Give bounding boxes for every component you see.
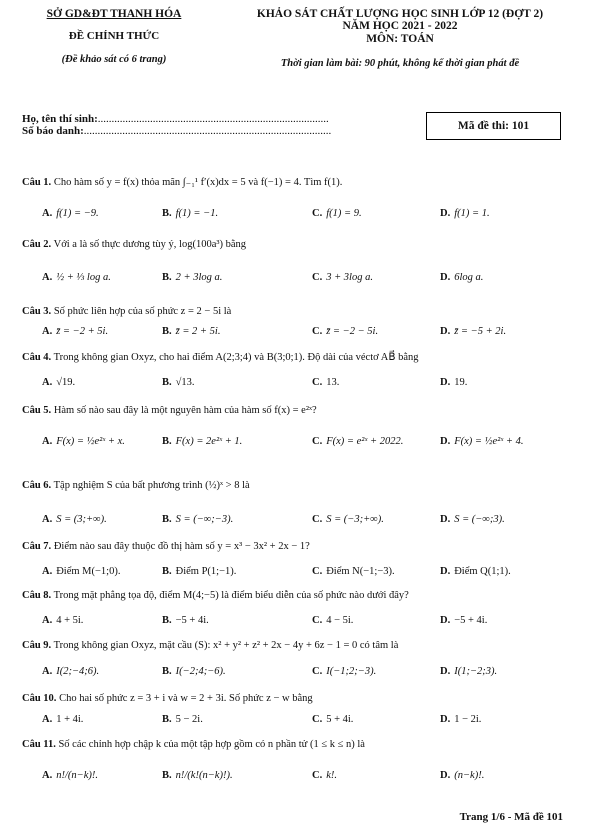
- q10-option-a[interactable]: A. 1 + 4i.: [42, 714, 84, 725]
- question-7: Câu 7. Điểm nào sau đây thuộc đồ thị hàm số y = x³ − 3x² + 2x − 1?: [22, 541, 310, 552]
- q8-option-a[interactable]: A. 4 + 5i.: [42, 615, 84, 626]
- q4-option-b[interactable]: B. √13.: [162, 377, 195, 388]
- q3-option-a[interactable]: A. z̄ = −2 + 5i.: [42, 326, 109, 337]
- q5-option-a[interactable]: A. F(x) = ½e²ˣ + x.: [42, 436, 125, 447]
- q4-option-a[interactable]: A. √19.: [42, 377, 76, 388]
- q11-option-b[interactable]: B. n!/(k!(n−k)!).: [162, 770, 233, 781]
- q10-option-b[interactable]: B. 5 − 2i.: [162, 714, 203, 725]
- q11-option-c[interactable]: C. k!.: [312, 770, 338, 781]
- q9-option-b[interactable]: B. I(−2;4;−6).: [162, 666, 226, 677]
- question-11: Câu 11. Số các chỉnh hợp chập k của một tập hợp gồm có n phần tử (1 ≤ k ≤ n) là: [22, 739, 365, 750]
- question-10: Câu 10. Cho hai số phức z = 3 + i và w = 2 + 3i. Số phức z − w bằng: [22, 693, 313, 704]
- q10-option-d[interactable]: D. 1 − 2i.: [440, 714, 482, 725]
- question-label: Câu 1.: [22, 177, 52, 188]
- q6-option-a[interactable]: A. S = (3;+∞).: [42, 514, 107, 525]
- q2-option-c[interactable]: C. 3 + 3log a.: [312, 272, 373, 283]
- q8-option-d[interactable]: D. −5 + 4i.: [440, 615, 488, 626]
- exam-code-box: [426, 112, 561, 140]
- q7-option-a[interactable]: A. Điểm M(−1;0).: [42, 566, 121, 577]
- q3-option-b[interactable]: B. z̄ = 2 + 5i.: [162, 326, 221, 337]
- q10-option-c[interactable]: C. 5 + 4i.: [312, 714, 354, 725]
- q8-option-b[interactable]: B. −5 + 4i.: [162, 615, 209, 626]
- school-year: NĂM HỌC 2021 - 2022: [342, 20, 458, 32]
- q4-option-d[interactable]: D. 19.: [440, 377, 468, 388]
- q1-option-d[interactable]: D. f(1) = 1.: [440, 208, 490, 219]
- question-3: Câu 3. Số phức liên hợp của số phức z = 2 − 5i là: [22, 306, 232, 317]
- header-right: [215, 8, 585, 69]
- q2-option-d[interactable]: D. 6log a.: [440, 272, 484, 283]
- q3-option-c[interactable]: C. z̄ = −2 − 5i.: [312, 326, 379, 337]
- q1-option-a[interactable]: A. f(1) = −9.: [42, 208, 99, 219]
- question-1: [22, 176, 342, 188]
- question-8: Câu 8. Trong mặt phẳng tọa độ, điểm M(4;−5) là điểm biểu diễn của số phức nào dưới đây?: [22, 590, 409, 601]
- pages-note: (Đề khảo sát có 6 trang): [61, 54, 167, 65]
- department-name: SỞ GD&ĐT THANH HÓA: [46, 8, 182, 20]
- question-9: Câu 9. Trong không gian Oxyz, mặt cầu (S): x² + y² + z² + 2x − 4y + 6z − 1 = 0 có tâm là: [22, 640, 399, 651]
- question-4: Câu 4. Trong không gian Oxyz, cho hai điểm A(2;3;4) và B(3;0;1). Độ dài của véctơ AB⃗ bằng: [22, 352, 419, 363]
- q7-option-c[interactable]: C. Điểm N(−1;−3).: [312, 566, 395, 577]
- time-note: Thời gian làm bài: 90 phút, không kể thời gian phát đề: [280, 58, 520, 69]
- question-2: Câu 2. Với a là số thực dương tùy ý, log(100a³) bằng: [22, 239, 247, 250]
- question-text: Cho hàm số y = f(x) thỏa mãn ∫₋₁¹ f′(x)dx = 5 và f(−1) = 4. Tìm f(1).: [53, 177, 343, 188]
- q1-option-b[interactable]: B. f(1) = −1.: [162, 208, 219, 219]
- q7-option-d[interactable]: D. Điểm Q(1;1).: [440, 566, 511, 577]
- exam-code: Mã đề thi: 101: [457, 120, 530, 132]
- q5-option-b[interactable]: B. F(x) = 2e²ˣ + 1.: [162, 436, 243, 447]
- question-6: Câu 6. Tập nghiệm S của bất phương trình (½)ˣ > 8 là: [22, 480, 250, 491]
- header-left: [14, 8, 214, 65]
- page-footer: Trang 1/6 - Mã đề 101: [459, 811, 563, 823]
- exam-title: KHẢO SÁT CHẤT LƯỢNG HỌC SINH LỚP 12 (ĐỢT 2): [256, 8, 544, 20]
- q6-option-c[interactable]: C. S = (−3;+∞).: [312, 514, 384, 525]
- official-label: ĐỀ CHÍNH THỨC: [68, 30, 160, 42]
- q2-option-a[interactable]: A. ½ + ⅓ log a.: [42, 272, 111, 283]
- q5-option-d[interactable]: D. F(x) = ½e²ˣ + 4.: [440, 436, 524, 447]
- candidate-info: [22, 113, 331, 137]
- q9-option-c[interactable]: C. I(−1;2;−3).: [312, 666, 377, 677]
- q1-option-c[interactable]: C. f(1) = 9.: [312, 208, 362, 219]
- q7-option-b[interactable]: B. Điểm P(1;−1).: [162, 566, 237, 577]
- q4-option-c[interactable]: C. 13.: [312, 377, 340, 388]
- subject: MÔN: TOÁN: [366, 33, 434, 45]
- candidate-id-label: Số báo danh:: [22, 125, 84, 137]
- q2-option-b[interactable]: B. 2 + 3log a.: [162, 272, 223, 283]
- q3-option-d[interactable]: D. z̄ = −5 + 2i.: [440, 326, 507, 337]
- candidate-name-field[interactable]: ....................................................................................: [97, 113, 329, 125]
- q5-option-c[interactable]: C. F(x) = e²ˣ + 2022.: [312, 436, 404, 447]
- q9-option-d[interactable]: D. I(1;−2;3).: [440, 666, 498, 677]
- question-5: Câu 5. Hàm số nào sau đây là một nguyên hàm của hàm số f(x) = e²ˣ?: [22, 405, 317, 416]
- q9-option-a[interactable]: A. I(2;−4;6).: [42, 666, 100, 677]
- q6-option-d[interactable]: D. S = (−∞;3).: [440, 514, 505, 525]
- q6-option-b[interactable]: B. S = (−∞;−3).: [162, 514, 234, 525]
- q8-option-c[interactable]: C. 4 − 5i.: [312, 615, 354, 626]
- q11-option-d[interactable]: D. (n−k)!.: [440, 770, 485, 781]
- candidate-id-field[interactable]: ..........................................................................................: [83, 125, 332, 137]
- candidate-name-label: Họ, tên thí sinh:: [22, 113, 98, 125]
- q11-option-a[interactable]: A. n!/(n−k)!.: [42, 770, 98, 781]
